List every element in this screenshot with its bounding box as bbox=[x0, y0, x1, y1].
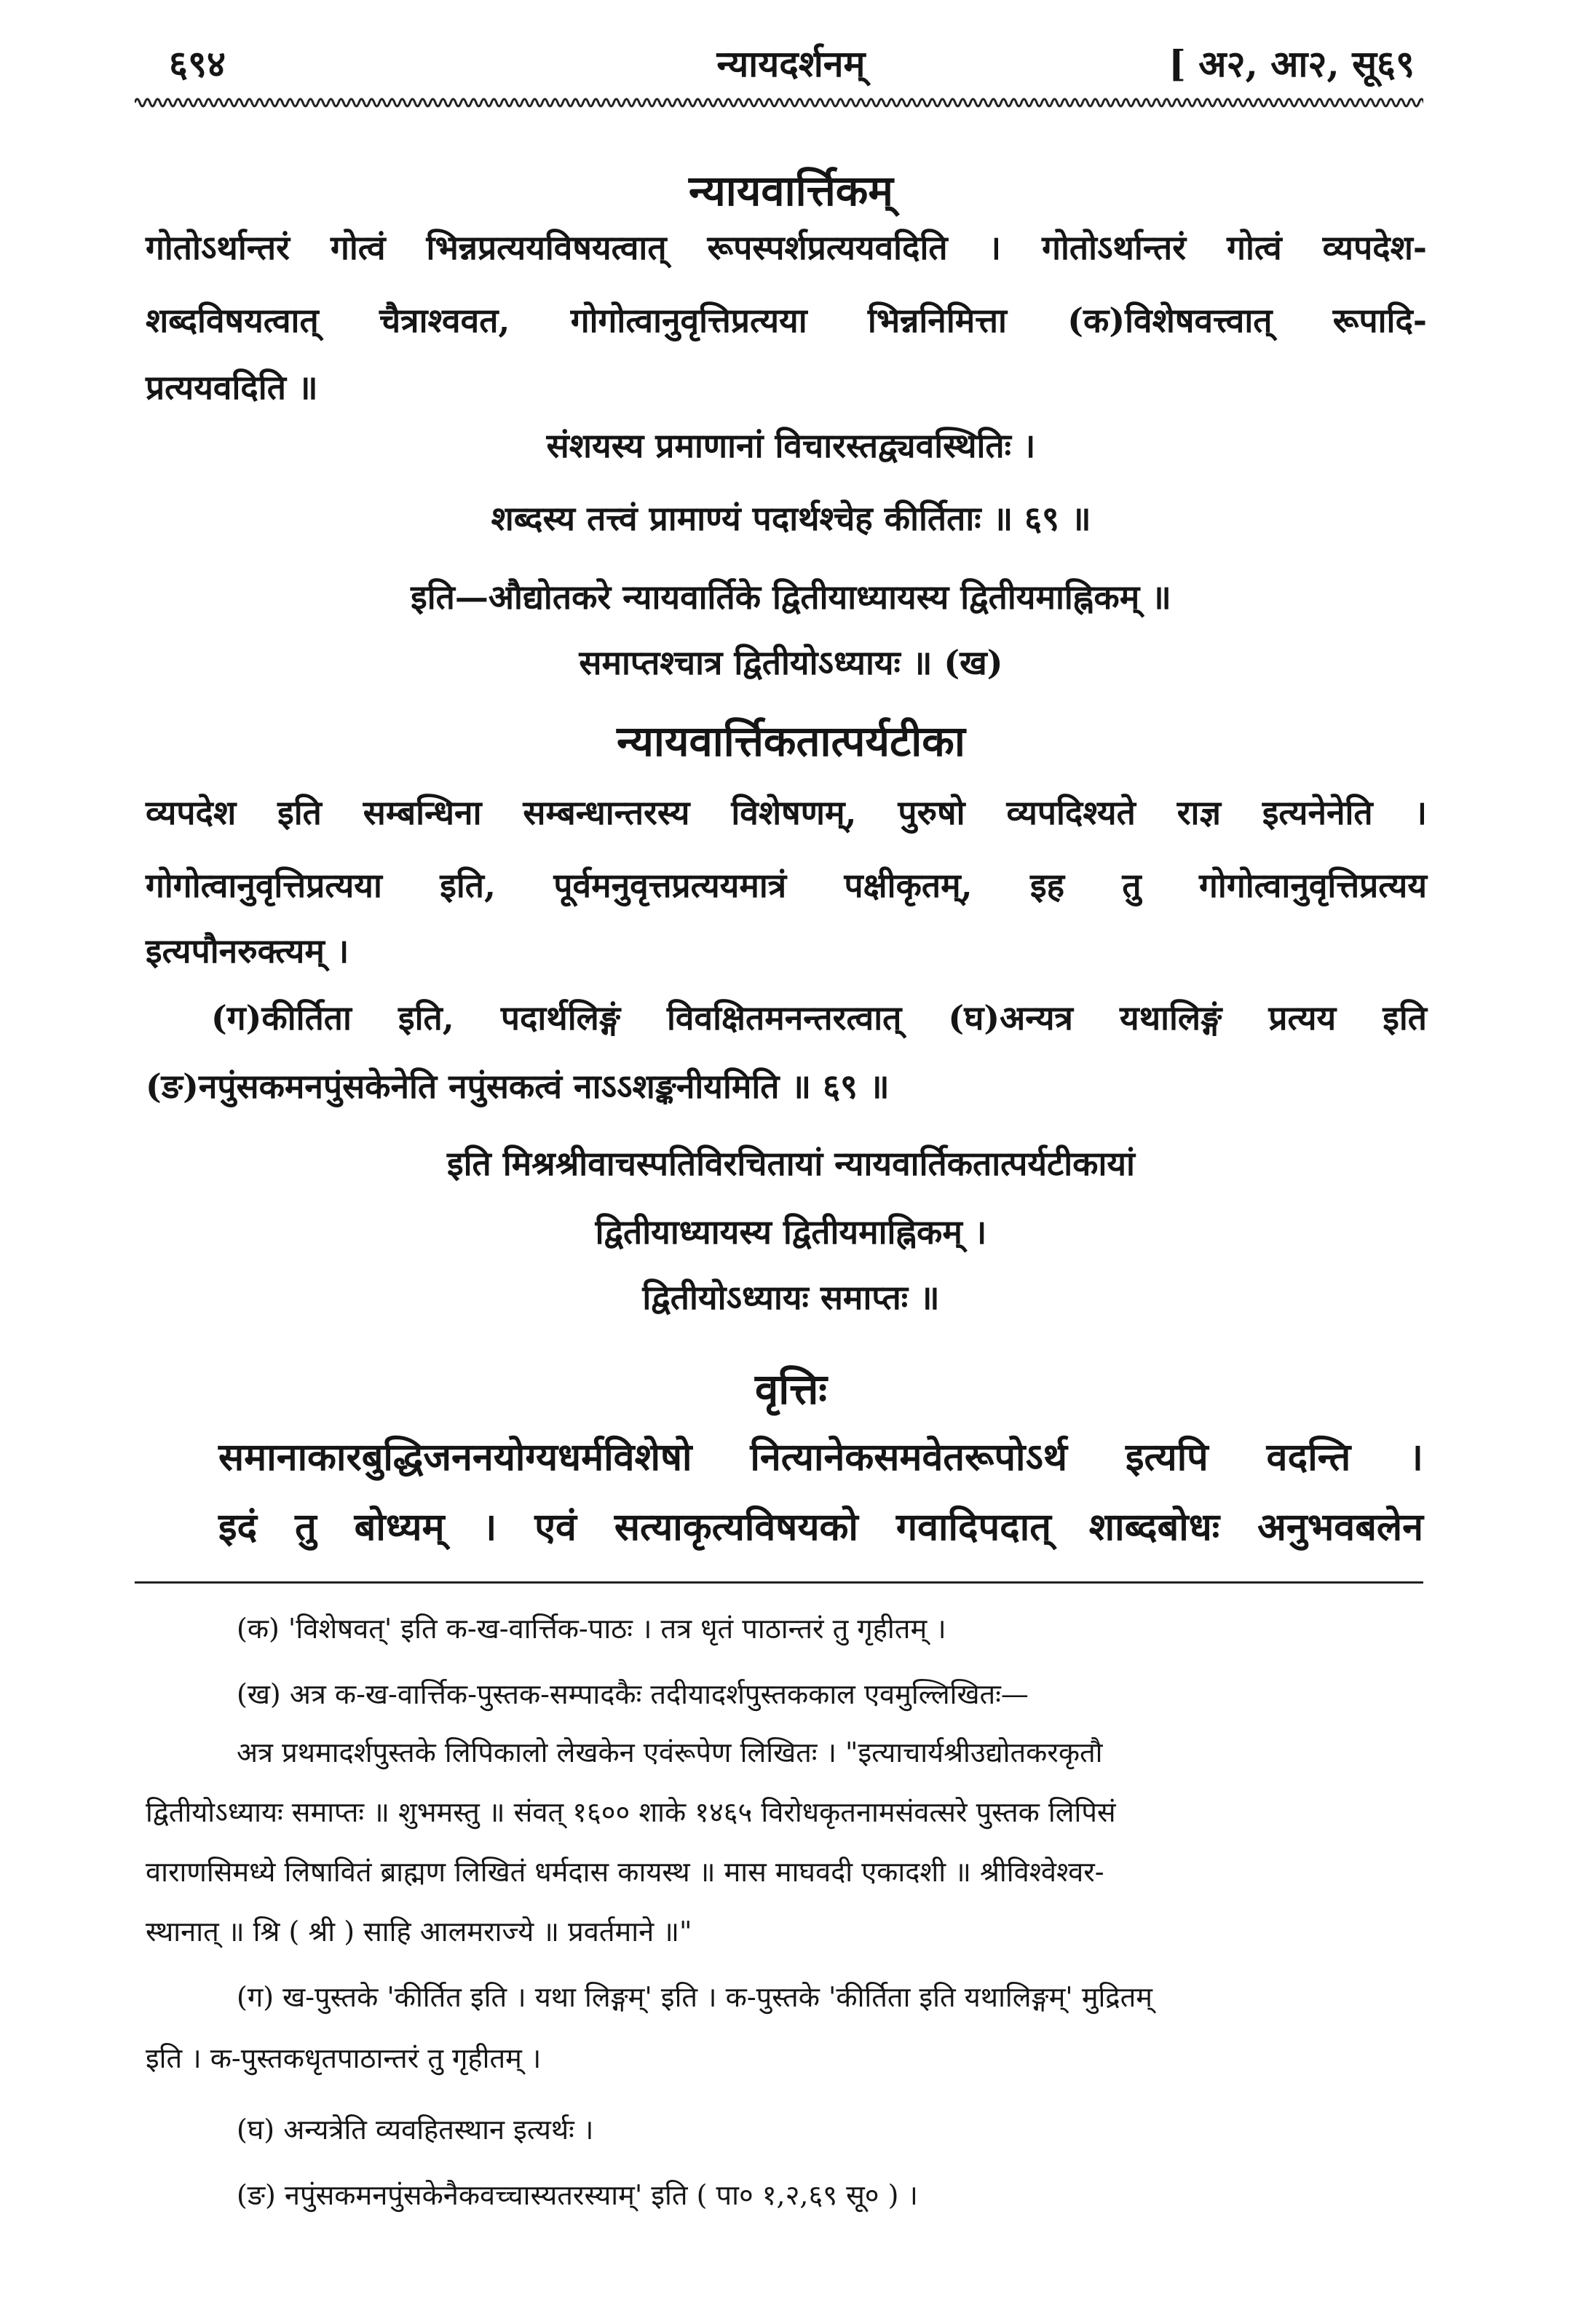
tika-line: (ग)कीर्तिता इति, पदार्थलिङ्गं विवक्षितमनन्तरत्वात् (घ)अन्यत्र यथालिङ्गं प्रत्यय इति bbox=[211, 998, 1427, 1038]
vartika-heading: न्यायवार्त्तिकम् bbox=[688, 166, 893, 216]
tika-heading: न्यायवार्त्तिकतात्पर्यटीका bbox=[617, 716, 965, 766]
tika-line: (ङ)नपुंसकमनपुंसकेनेति नपुंसकत्वं नाऽऽशङ्कनीयमिति ॥ ६९ ॥ bbox=[146, 1067, 890, 1106]
vartika-line: शब्दविषयत्वात् चैत्राश्ववत, गोगोत्वानुवृत्तिप्रत्यया भिन्ननिमित्ता (क)विशेषवत्त्वात् रूपादि- bbox=[146, 301, 1427, 340]
vritti-line: इदं तु बोध्यम् । एवं सत्याकृत्यविषयको गवादिपदात् शाब्दबोधः अनुभवबलेन bbox=[218, 1505, 1423, 1549]
tika-line: इत्यपौनरुक्त्यम् । bbox=[146, 931, 349, 971]
tika-line: गोगोत्वानुवृत्तिप्रत्यया इति, पूर्वमनुवृत्तप्रत्ययमात्रं पक्षीकृतम्, इह तु गोगोत्वानुवृत्तिप्रत्यय bbox=[146, 866, 1427, 905]
footnote-kha: (ख) अत्र क-ख-वार्त्तिक-पुस्तक-सम्पादकैः तदीयादर्शपुस्तककाल एवमुल्लिखितः— bbox=[237, 1678, 1029, 1710]
vritti-heading: वृत्तिः bbox=[754, 1364, 828, 1414]
vartika-line: प्रत्ययवदिति ॥ bbox=[146, 368, 318, 407]
footnote-ga: इति । क-पुस्तकधृतपाठान्तरं तु गृहीतम् । bbox=[146, 2042, 542, 2074]
running-title: न्यायदर्शनम् bbox=[716, 42, 866, 85]
tika-colophon: द्वितीयोऽध्यायः समाप्तः ॥ bbox=[642, 1278, 940, 1317]
header-wavy-rule bbox=[135, 93, 1423, 112]
vartika-colophon: समाप्तश्चात्र द्वितीयोऽध्यायः ॥ (ख) bbox=[579, 643, 1003, 682]
vartika-line: गोतोऽर्थान्तरं गोत्वं भिन्नप्रत्ययविषयत्वात् रूपस्पर्शप्रत्ययवदिति । गोतोऽर्थान्तरं गोत्वं व्यपदेश- bbox=[146, 228, 1427, 267]
footnote-kha-quote: स्थानात् ॥ श्रि ( श्री ) साहि आलमराज्ये ॥ प्रवर्तमाने ॥" bbox=[146, 1916, 692, 1948]
footnote-kha-quote: द्वितीयोऽध्यायः समाप्तः ॥ शुभमस्तु ॥ संवत् १६०० शाके १४६५ विरोधकृतनामसंवत्सरे पुस्तक लिपिसं bbox=[146, 1796, 1116, 1828]
tika-line: व्यपदेश इति सम्बन्धिना सम्बन्धान्तरस्य विशेषणम्, पुरुषो व्यपदिश्यते राज्ञ इत्यनेनेति । bbox=[146, 793, 1427, 832]
vartika-colophon: इति—औद्योतकरे न्यायवार्तिके द्वितीयाध्यायस्य द्वितीयमाह्निकम् ॥ bbox=[411, 577, 1171, 617]
page-number: ६९४ bbox=[169, 42, 226, 85]
vartika-verse-line: शब्दस्य तत्त्वं प्रामाण्यं पदार्थश्चेह कीर्तिताः ॥ ६९ ॥ bbox=[491, 499, 1091, 538]
footnote-gha: (घ) अन्यत्रेति व्यवहितस्थान इत्यर्थः । bbox=[237, 2114, 594, 2146]
vartika-verse-line: संशयस्य प्रमाणानां विचारस्तद्व्यवस्थितिः । bbox=[546, 426, 1036, 465]
vritti-line: समानाकारबुद्धिजननयोग्यधर्मविशेषो नित्यानेकसमवेतरूपोऽर्थ इत्यपि वदन्ति । bbox=[218, 1435, 1423, 1479]
section-reference: [ अ२, आ२, सू६९ bbox=[1168, 42, 1415, 85]
footnote-kha-quote: वाराणसिमध्ये लिषावितं ब्राह्मण लिखितं धर्मदास कायस्थ ॥ मास माघवदी एकादशी ॥ श्रीविश्वेश्वर- bbox=[146, 1856, 1104, 1888]
tika-colophon: इति मिश्रश्रीवाचस्पतिविरचितायां न्यायवार्तिकतात्पर्यटीकायां bbox=[447, 1144, 1135, 1183]
footnote-nga: (ङ) नपुंसकमनपुंसकेनैकवच्चास्यतरस्याम्' इति ( पा० १,२,६९ सू० ) । bbox=[237, 2179, 918, 2211]
tika-colophon: द्वितीयाध्यायस्य द्वितीयमाह्निकम् । bbox=[595, 1212, 987, 1252]
footnote-ga: (ग) ख-पुस्तके 'कीर्तित इति । यथा लिङ्गम्' इति । क-पुस्तके 'कीर्तिता इति यथालिङ्गम्' मुद्रितम् bbox=[237, 1981, 1152, 2013]
footnote-ka: (क) 'विशेषवत्' इति क-ख-वार्त्तिक-पाठः । तत्र धृतं पाठान्तरं तु गृहीतम् । bbox=[237, 1613, 946, 1645]
footnote-rule bbox=[135, 1581, 1423, 1584]
footnote-kha-quote: अत्र प्रथमादर्शपुस्तके लिपिकालो लेखकेन एवंरूपेण लिखितः । "इत्याचार्यश्रीउद्योतकरकृतौ bbox=[237, 1736, 1103, 1768]
